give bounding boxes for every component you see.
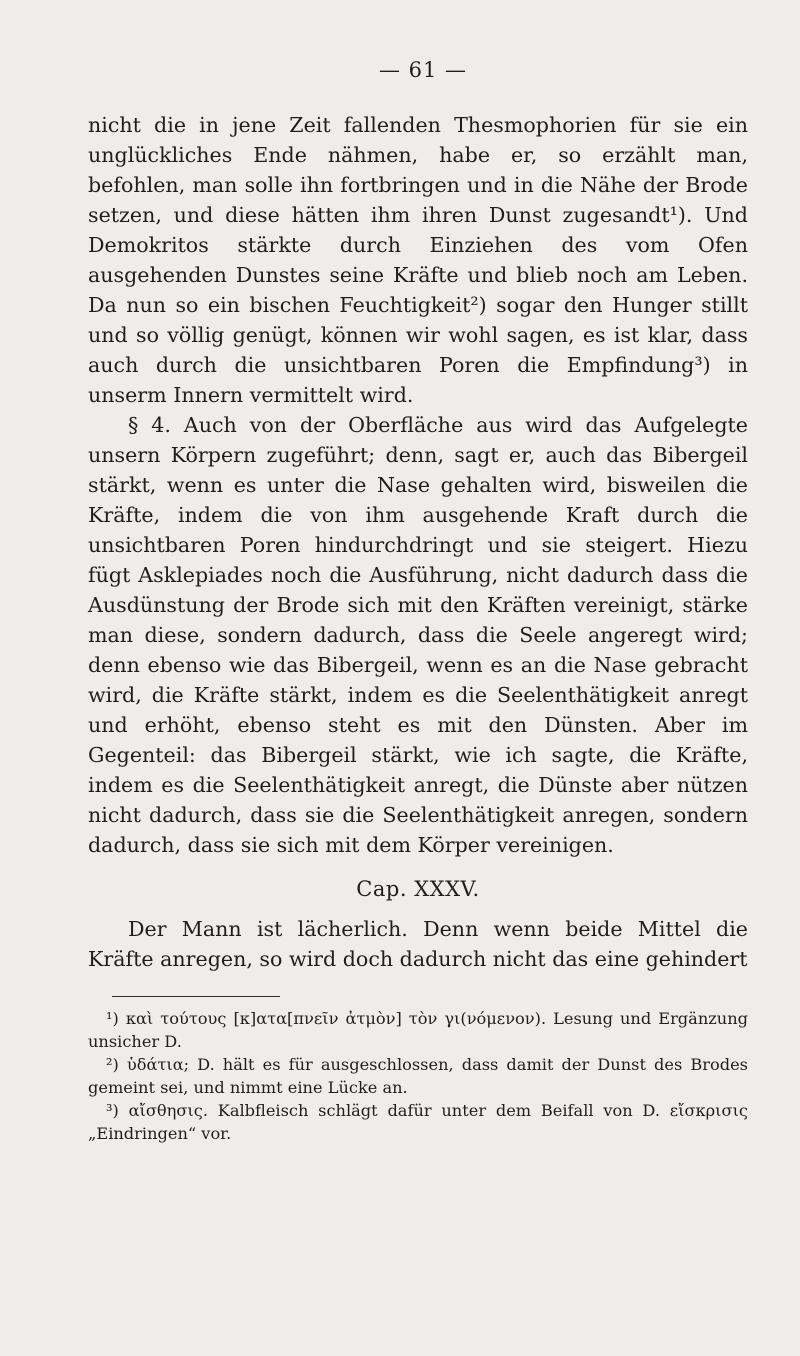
footnote-divider — [112, 996, 280, 997]
paragraph-continuation: nicht die in jene Zeit fallenden Thesmophorien für sie ein unglückliches Ende nähmen, habe er, so erzählt man, befohlen, man solle ihn fortbringen und in die Nähe der Brode setzen, und diese hätten ihm ihren Dunst zugesandt¹). Und Demokritos stärkte durch Einziehen des vom Ofen ausgehenden Dunstes seine Kräfte und blieb noch am Leben. Da nun so ein bischen Feuchtigkeit²) sogar den Hunger stillt und so völlig genügt, können wir wohl sagen, es ist klar, dass auch durch die unsichtbaren Poren die Empfindung³) in unserm Innern vermittelt wird. — [88, 113, 748, 407]
footnote-marker: ¹) — [106, 1009, 119, 1028]
footnote-text: καὶ τούτους [κ]ατα[πνεῖν ἀτμὸν] τὸν γι(νόμενον). Lesung und Ergänzung unsicher D. — [88, 1009, 748, 1051]
footnote-2 — [88, 1053, 748, 1099]
footnotes — [88, 1007, 748, 1145]
footnote-text: ὑδάτια; D. hält es für ausgeschlossen, dass damit der Dunst des Brodes gemeint sei, und nimmt eine Lücke an. — [88, 1055, 748, 1097]
chapter-heading: Cap. XXXV. — [356, 877, 480, 901]
paragraph-chapter-35: Der Mann ist lächerlich. Denn wenn beide Mittel die Kräfte anregen, so wird doch dadurch nicht das eine gehindert — [88, 917, 748, 971]
footnote-marker: ²) — [106, 1055, 119, 1074]
book-page — [88, 0, 748, 1145]
footnote-1 — [88, 1007, 748, 1053]
main-text — [88, 110, 748, 974]
page-number: — 61 — — [378, 58, 468, 82]
footnote-3 — [88, 1099, 748, 1145]
paragraph-section-4: § 4. Auch von der Oberfläche aus wird das Aufgelegte unsern Körpern zugeführt; denn, sagt er, auch das Bibergeil stärkt, wenn es unter die Nase gehalten wird, bisweilen die Kräfte, indem die von ihm ausgehende Kraft durch die unsichtbaren Poren hindurchdringt und sie steigert. Hiezu fügt Asklepiades noch die Ausführung, nicht dadurch dass die Ausdünstung der Brode sich mit den Kräften vereinigt, stärke man diese, sondern dadurch, dass die Seele angeregt wird; denn ebenso wie das Bibergeil, wenn es an die Nase gebracht wird, die Kräfte stärkt, indem es die Seelenthätigkeit anregt und erhöht, ebenso steht es mit den Dünsten. Aber im Gegenteil: das Bibergeil stärkt, wie ich sagte, die Kräfte, indem es die Seelenthätigkeit anregt, die Dünste aber nützen nicht dadurch, dass sie die Seelenthätigkeit anregen, sondern dadurch, dass sie sich mit dem Körper vereinigen. — [88, 413, 748, 857]
footnote-marker: ³) — [106, 1101, 119, 1120]
footnote-text: αἴσθησις. Kalbfleisch schlägt dafür unter dem Beifall von D. εἴσκρισις „Eindringen“ vor. — [88, 1101, 748, 1143]
